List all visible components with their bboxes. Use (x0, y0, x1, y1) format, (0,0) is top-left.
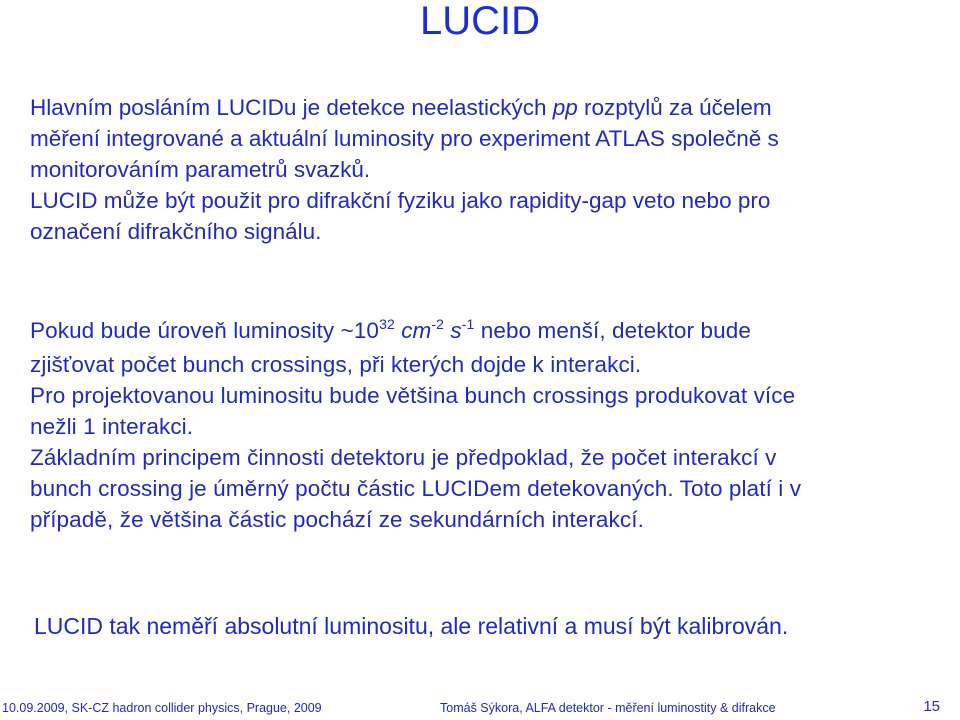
text-line: případě, že většina částic pochází ze sekundárních interakcí. (30, 507, 644, 532)
text-segment: nebo menší, detektor bude (474, 318, 751, 343)
text-line: LUCID může být použit pro difrakční fyziku jako rapidity-gap veto nebo pro (30, 188, 771, 213)
text-segment: rozptylů za účelem (577, 95, 772, 120)
text-line: zjišťovat počet bunch crossings, při kterých dojde k interakci. (30, 352, 642, 377)
text-line: Základním principem činnosti detektoru je předpoklad, že počet interakcí v (30, 445, 777, 470)
italic-cm: cm (394, 318, 432, 343)
slide-title: LUCID (419, 0, 541, 43)
text-segment: Hlavním posláním LUCIDu je detekce neelastických (30, 95, 553, 120)
paragraph-luminosity (30, 315, 940, 535)
text-line (30, 92, 940, 123)
text-line (30, 315, 940, 349)
superscript-minus1: -1 (461, 316, 475, 332)
text-line: nežli 1 interakci. (30, 414, 194, 439)
text-line: Pro projektovanou luminositu bude většina bunch crossings produkovat více (30, 383, 796, 408)
page-number: 15 (923, 698, 940, 715)
footer-date-event: 10.09.2009, SK-CZ hadron collider physics, Prague, 2009 (2, 701, 322, 715)
superscript-32: 32 (379, 316, 395, 332)
text-line: označení difrakčního signálu. (30, 219, 322, 244)
text-segment: Pokud bude úroveň luminosity ~10 (30, 318, 380, 343)
footer-author-title: Tomáš Sýkora, ALFA detektor - měření luminostity & difrakce (440, 701, 776, 715)
paragraph-purpose (30, 92, 940, 247)
italic-pp: pp (552, 95, 578, 120)
paragraph-conclusion: LUCID tak neměří absolutní luminositu, ale relativní a musí být kalibrován. (34, 613, 789, 639)
text-line: bunch crossing je úměrný počtu částic LUCIDem detekovaných. Toto platí i v (30, 476, 802, 501)
superscript-minus2: -2 (431, 316, 445, 332)
text-line: měření integrované a aktuální luminosity pro experiment ATLAS společně s (30, 126, 779, 151)
italic-s: s (444, 318, 462, 343)
text-line: monitorováním parametrů svazků. (30, 157, 371, 182)
